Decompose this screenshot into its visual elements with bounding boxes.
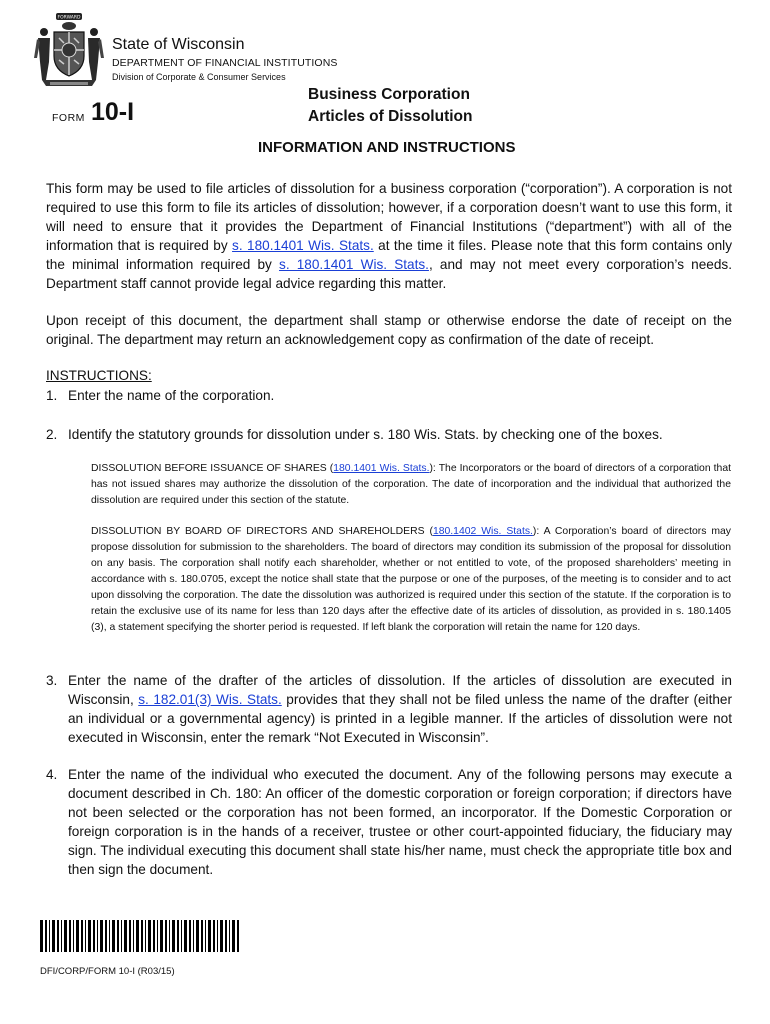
instructions-heading: INSTRUCTIONS: xyxy=(46,368,152,383)
item-text-part: provides that they shall not be filed unless the name of the drafter (either an individual or a governmental agency) is printed in a legible manner. If the articles of dissolution were not executed in Wisconsin, enter the remark “Not Executed in Wisconsin”. xyxy=(68,692,732,745)
item-number: 4. xyxy=(46,767,58,782)
sub-text: ): The Incorporators or the board of directors of a corporation that has not issued shares may authorize the dissolution of the corporation. The date of incorporation and the individual that authorized the dissolution are required under this section of the statute. xyxy=(91,463,731,506)
state-seal-logo xyxy=(32,12,106,88)
instruction-item-3 xyxy=(46,671,732,747)
sub-text: DISSOLUTION BEFORE ISSUANCE OF SHARES ( xyxy=(91,463,334,474)
svg-text:FORWARD: FORWARD xyxy=(57,15,81,21)
intro-text: at the time it files. Please note that this form contains only the minimal information required by xyxy=(46,238,732,272)
statute-link-180-1401[interactable]: s. 180.1401 Wis. Stats. xyxy=(279,257,429,272)
form-title-line1: Business Corporation xyxy=(308,86,470,103)
item-text: Identify the statutory grounds for dissolution under s. 180 Wis. Stats. by checking one of the boxes. xyxy=(68,427,663,442)
item-text: Enter the name of the corporation. xyxy=(68,388,275,403)
dissolution-by-board-note xyxy=(91,524,731,636)
item-text xyxy=(68,671,732,747)
intro-paragraph-2: Upon receipt of this document, the department shall stamp or otherwise endorse the date of receipt on the original. The department may return an acknowledgement copy as confirmation of the date of receipt. xyxy=(46,313,732,347)
item-text-part: Enter the name of the drafter of the articles of dissolution. If the articles of dissolution are executed in Wisconsin, xyxy=(68,673,732,707)
statute-link-180-1401[interactable]: s. 180.1401 Wis. Stats. xyxy=(232,238,374,253)
statute-link-180-1401[interactable]: 180.1401 Wis. Stats. xyxy=(333,463,430,474)
state-name: State of Wisconsin xyxy=(112,36,245,53)
intro-text: , and may not meet every corporation’s needs. Department staff cannot provide legal advice regarding this matter. xyxy=(46,257,732,291)
instruction-item-2 xyxy=(46,425,732,444)
statute-link-182-01[interactable]: s. 182.01(3) Wis. Stats. xyxy=(138,692,282,707)
instruction-item-1 xyxy=(46,386,732,405)
item-number: 2. xyxy=(46,427,58,442)
item-text: Enter the name of the individual who executed the document. Any of the following persons may execute a document described in Ch. 180: An officer of the domestic corporation or foreign corporation; if directors have not been selected or the corporation has not been formed, an incorporator. If the Domestic Corporation or foreign corporation is in the hands of a receiver, trustee or other court-appointed fiduciary, the fiduciary may sign. The individual executing this document shall state his/her name, must check the appropriate title box and then sign the document. xyxy=(68,767,732,877)
form-label: FORM xyxy=(52,112,85,124)
intro-paragraph-1 xyxy=(46,179,732,293)
item-number: 3. xyxy=(46,673,58,688)
division-name: Division of Corporate & Consumer Services xyxy=(112,72,286,82)
form-code: DFI/CORP/FORM 10-I (R03/15) xyxy=(40,966,175,977)
item-number: 1. xyxy=(46,388,58,403)
form-title-line2: Articles of Dissolution xyxy=(308,108,473,125)
dissolution-before-shares-note xyxy=(91,461,731,509)
instruction-item-4 xyxy=(46,765,732,879)
section-heading: INFORMATION AND INSTRUCTIONS xyxy=(258,139,516,156)
intro-text: This form may be used to file articles of dissolution for a business corporation (“corporation”). A corporation is not required to use this form to file its articles of dissolution; however, if a corporation doesn’t want to use this form, it will need to ensure that it provides the Department of Financial Institutions (“department”) with all of the information that is required by xyxy=(46,181,732,253)
form-number: 10-I xyxy=(91,98,135,126)
statute-link-180-1402[interactable]: 180.1402 Wis. Stats. xyxy=(432,526,533,537)
barcode xyxy=(40,920,242,952)
department-name: DEPARTMENT OF FINANCIAL INSTITUTIONS xyxy=(112,57,338,69)
sub-text: ): A Corporation’s board of directors may propose dissolution for submission to the shareholders. The board of directors may condition its submission of the proposal for dissolution on any basis. The corporation shall notify each shareholder, whether or not entitled to vote, of the proposed shareholders’ meeting in accordance with s. 180.0705, except the notice shall state that the purpose or one of the purposes, of the meeting is to consider and to act upon dissolving the corporation. The date the dissolution was authorized is required under this section of the statute. If the corporation is to retain the exclusive use of its name for less than 120 days after the effective date of its articles of dissolution, as provided in s. 180.1405 (3), a statement specifying the shorter period is requested. If left blank the corporation will retain the name for 120 days. xyxy=(91,526,732,633)
sub-text: DISSOLUTION BY BOARD OF DIRECTORS AND SHAREHOLDERS ( xyxy=(91,526,433,537)
